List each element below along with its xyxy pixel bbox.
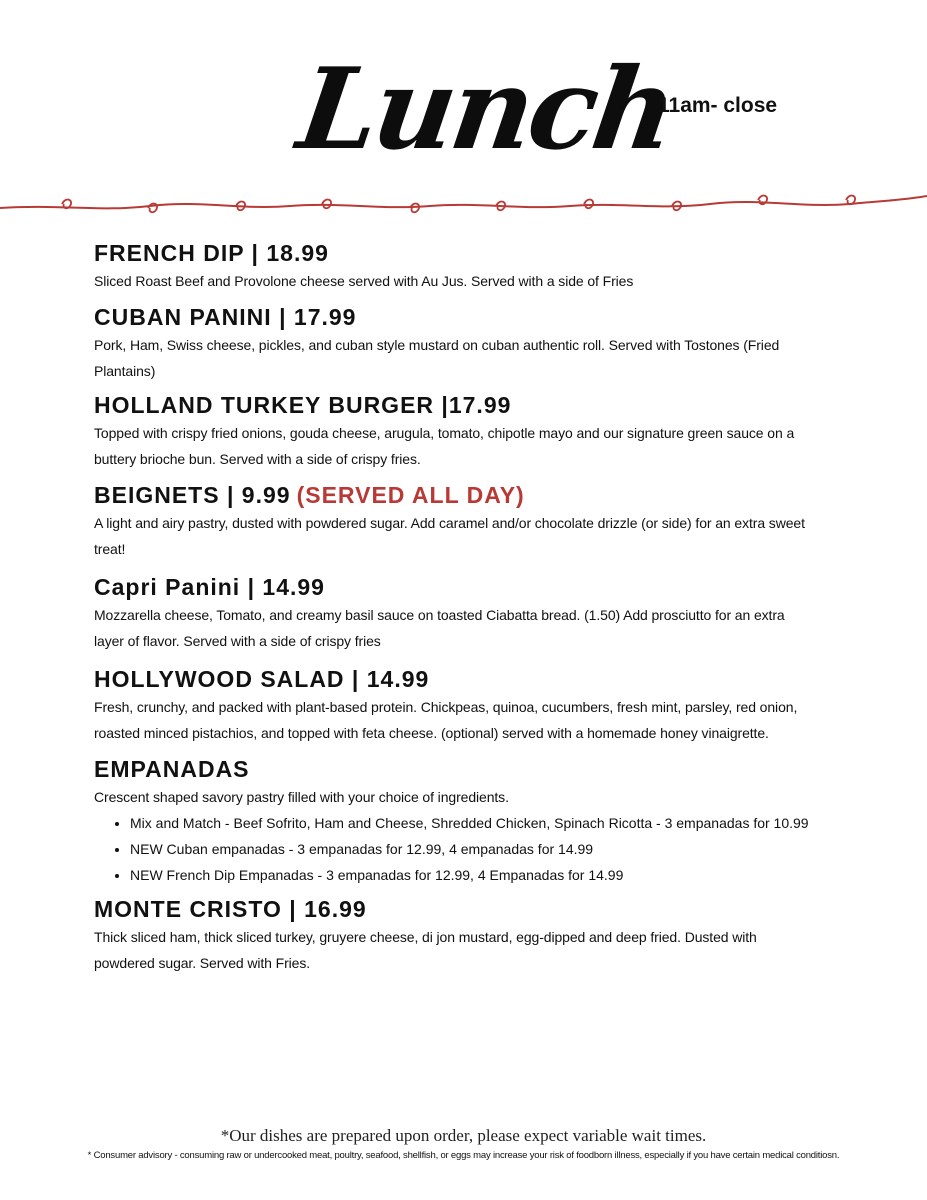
item-description: Thick sliced ham, thick sliced turkey, gruyere cheese, di jon mustard, egg-dipped and deep fried. Dusted with powdered sugar. Served with Fries.	[94, 929, 757, 971]
menu-item-capri-panini	[94, 572, 814, 654]
item-description: Pork, Ham, Swiss cheese, pickles, and cuban style mustard on cuban authentic roll. Served with Tostones (Fried Plantains)	[94, 337, 780, 379]
consumer-advisory: * Consumer advisory - consuming raw or undercooked meat, poultry, seafood, shellfish, or eggs may increase your risk of foodborn illness, especially if you have certain medical conditiosn.	[87, 1150, 840, 1161]
menu-list	[94, 238, 814, 976]
item-title: CUBAN PANINI | 17.99	[94, 304, 357, 330]
decorative-divider	[0, 186, 927, 226]
item-title: HOLLAND TURKEY BURGER |17.99	[94, 392, 512, 418]
item-title: EMPANADAS	[94, 756, 250, 782]
menu-item-monte-cristo	[94, 894, 814, 976]
item-title: HOLLYWOOD SALAD | 14.99	[94, 666, 430, 692]
item-title: FRENCH DIP | 18.99	[94, 240, 329, 266]
list-item: • NEW Cuban empanadas - 3 empanadas for 12.99, 4 empanadas for 14.99	[130, 836, 814, 862]
menu-item-cuban-panini	[94, 302, 814, 384]
item-description: A light and airy pastry, dusted with powdered sugar. Add caramel and/or chocolate drizzle (or side) for an extra sweet treat!	[94, 515, 805, 557]
item-description: Fresh, crunchy, and packed with plant-based protein. Chickpeas, quinoa, cucumbers, fresh mint, parsley, red onion, roasted minced pistachios, and topped with feta cheese. (optional) served with a homemade honey vinaigrette.	[94, 699, 798, 741]
empanada-options	[94, 810, 814, 888]
menu-item-empanadas	[94, 754, 814, 888]
item-description: Sliced Roast Beef and Provolone cheese served with Au Jus. Served with a side of Fries	[94, 273, 634, 289]
wait-time-note: *Our dishes are prepared upon order, please expect variable wait times.	[220, 1126, 707, 1145]
menu-item-hollywood-salad	[94, 664, 814, 746]
item-description: Crescent shaped savory pastry filled with your choice of ingredients.	[94, 789, 509, 805]
served-all-day-tag: (SERVED ALL DAY)	[296, 482, 525, 508]
item-description: Mozzarella cheese, Tomato, and creamy basil sauce on toasted Ciabatta bread. (1.50) Add prosciutto for an extra layer of flavor. Served with a side of crispy fries	[94, 607, 785, 649]
item-title: Capri Panini | 14.99	[94, 574, 325, 600]
item-description: Topped with crispy fried onions, gouda cheese, arugula, tomato, chipotle mayo and our signature green sauce on a buttery brioche bun. Served with a side of crispy fries.	[94, 425, 795, 467]
list-item: • NEW French Dip Empanadas - 3 empanadas for 12.99, 4 Empanadas for 14.99	[130, 862, 814, 888]
item-name-price: BEIGNETS | 9.99	[94, 482, 291, 508]
item-title: MONTE CRISTO | 16.99	[94, 896, 367, 922]
item-title	[94, 480, 814, 510]
list-item: • Mix and Match - Beef Sofrito, Ham and Cheese, Shredded Chicken, Spinach Ricotta - 3 empanadas for 10.99	[130, 810, 814, 836]
menu-item-beignets	[94, 480, 814, 562]
hours-label: 11am- close	[658, 94, 778, 117]
menu-item-french-dip	[94, 238, 814, 294]
menu-title: Lunch	[290, 44, 681, 175]
menu-item-holland-turkey-burger	[94, 390, 814, 472]
